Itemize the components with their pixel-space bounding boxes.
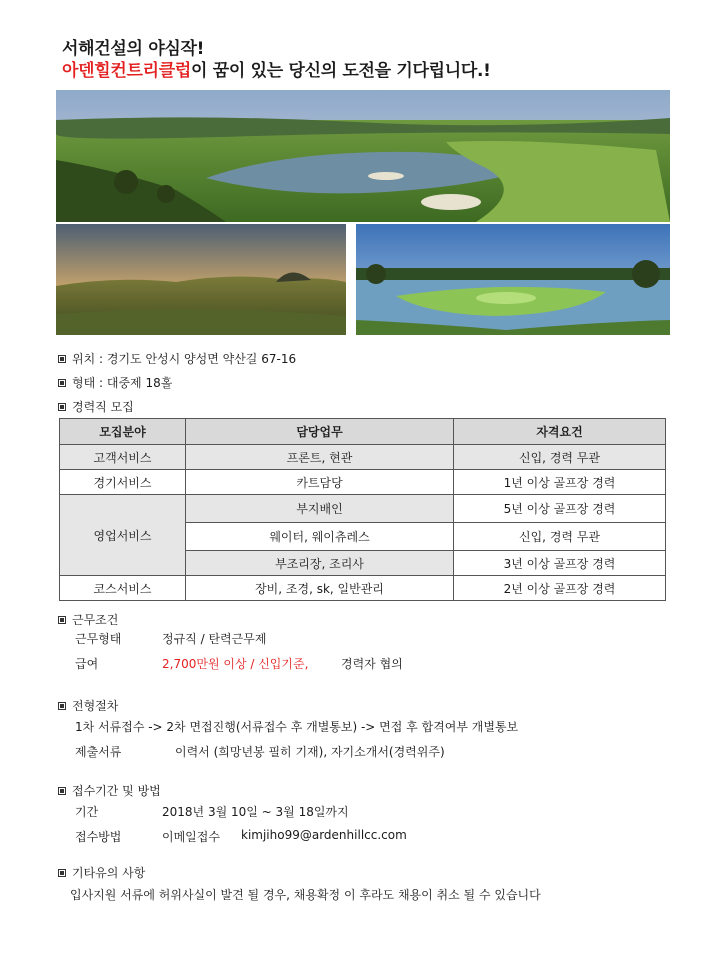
table-cell-duty: 장비, 조경, sk, 일반관리	[186, 576, 454, 601]
process-title: 전형절차	[72, 699, 119, 713]
sunset-course-photo	[56, 224, 346, 335]
location-text: 위치 : 경기도 안성시 양성면 약산길 67-16	[72, 352, 297, 366]
table-cell-requirement: 5년 이상 골프장 경력	[454, 495, 666, 523]
checkbox-bullet-icon	[58, 616, 66, 624]
documents-value: 이력서 (희망년봉 필히 기재), 자기소개서(경력위주)	[175, 745, 445, 759]
table-cell-duty: 카트담당	[186, 470, 454, 495]
table-cell-field: 영업서비스	[60, 495, 186, 576]
recruitment-table	[59, 418, 666, 601]
table-header-requirement: 자격요건	[454, 419, 666, 445]
checkbox-bullet-icon	[58, 355, 66, 363]
table-header-field: 모집분야	[60, 419, 186, 445]
club-name: 아덴힐컨트리클럽	[62, 61, 191, 81]
table-row	[60, 576, 666, 601]
checkbox-bullet-icon	[58, 379, 66, 387]
work-form-value: 정규직 / 탄력근무제	[162, 632, 267, 646]
apply-section-title	[58, 782, 161, 799]
pay-value-highlight: 2,700만원 이상 / 신입기준,	[162, 657, 309, 671]
method-value: 이메일접수	[162, 830, 220, 844]
table-cell-requirement: 3년 이상 골프장 경력	[454, 551, 666, 576]
headline-line2-rest: 이 꿈이 있는 당신의 도전을 기다립니다.!	[190, 61, 491, 81]
type-text: 형태 : 대중제 18홀	[72, 376, 173, 390]
table-cell-requirement: 신입, 경력 무관	[454, 445, 666, 470]
headline-line2	[62, 56, 491, 81]
table-cell-duty: 부지배인	[186, 495, 454, 523]
checkbox-bullet-icon	[58, 869, 66, 877]
checkbox-bullet-icon	[58, 702, 66, 710]
table-cell-duty: 웨이터, 웨이츄레스	[186, 523, 454, 551]
etc-note: 입사지원 서류에 허위사실이 발견 될 경우, 채용확정 이 후라도 채용이 취소 될 수 있습니다	[70, 888, 541, 902]
conditions-section-title	[58, 611, 118, 628]
location-item	[58, 350, 296, 367]
etc-section-title	[58, 864, 145, 881]
career-item	[58, 398, 134, 415]
table-header-duty: 담당업무	[186, 419, 454, 445]
period-value: 2018년 3월 10일 ~ 3월 18일까지	[162, 805, 349, 819]
table-cell-requirement: 신입, 경력 무관	[454, 523, 666, 551]
table-cell-requirement: 1년 이상 골프장 경력	[454, 470, 666, 495]
documents-label: 제출서류	[75, 745, 122, 759]
checkbox-bullet-icon	[58, 787, 66, 795]
table-cell-field: 고객서비스	[60, 445, 186, 470]
process-section-title	[58, 697, 118, 714]
pay-value-rest: 경력자 협의	[341, 657, 403, 671]
table-header-row	[60, 419, 666, 445]
method-label: 접수방법	[75, 830, 122, 844]
table-row	[60, 445, 666, 470]
conditions-title: 근무조건	[72, 613, 119, 627]
table-cell-requirement: 2년 이상 골프장 경력	[454, 576, 666, 601]
table-row	[60, 470, 666, 495]
green-pond-photo	[356, 224, 670, 335]
work-form-label: 근무형태	[75, 632, 122, 646]
checkbox-bullet-icon	[58, 403, 66, 411]
table-cell-field: 경기서비스	[60, 470, 186, 495]
table-row	[60, 495, 666, 523]
contact-email: kimjiho99@ardenhillcc.com	[241, 828, 407, 842]
headline-line1: 서해건설의 야심작!	[62, 39, 205, 59]
process-steps: 1차 서류접수 -> 2차 면접진행(서류접수 후 개별통보) -> 면접 후 합격여부 개별통보	[75, 720, 519, 734]
type-item	[58, 374, 172, 391]
table-cell-field: 코스서비스	[60, 576, 186, 601]
apply-title: 접수기간 및 방법	[72, 784, 161, 798]
table-cell-duty: 프론트, 현관	[186, 445, 454, 470]
career-text: 경력직 모집	[72, 400, 134, 414]
golf-course-panorama-photo	[56, 90, 670, 222]
table-cell-duty: 부조리장, 조리사	[186, 551, 454, 576]
pay-label: 급여	[75, 657, 99, 671]
etc-title: 기타유의 사항	[72, 866, 146, 880]
period-label: 기간	[75, 805, 99, 819]
